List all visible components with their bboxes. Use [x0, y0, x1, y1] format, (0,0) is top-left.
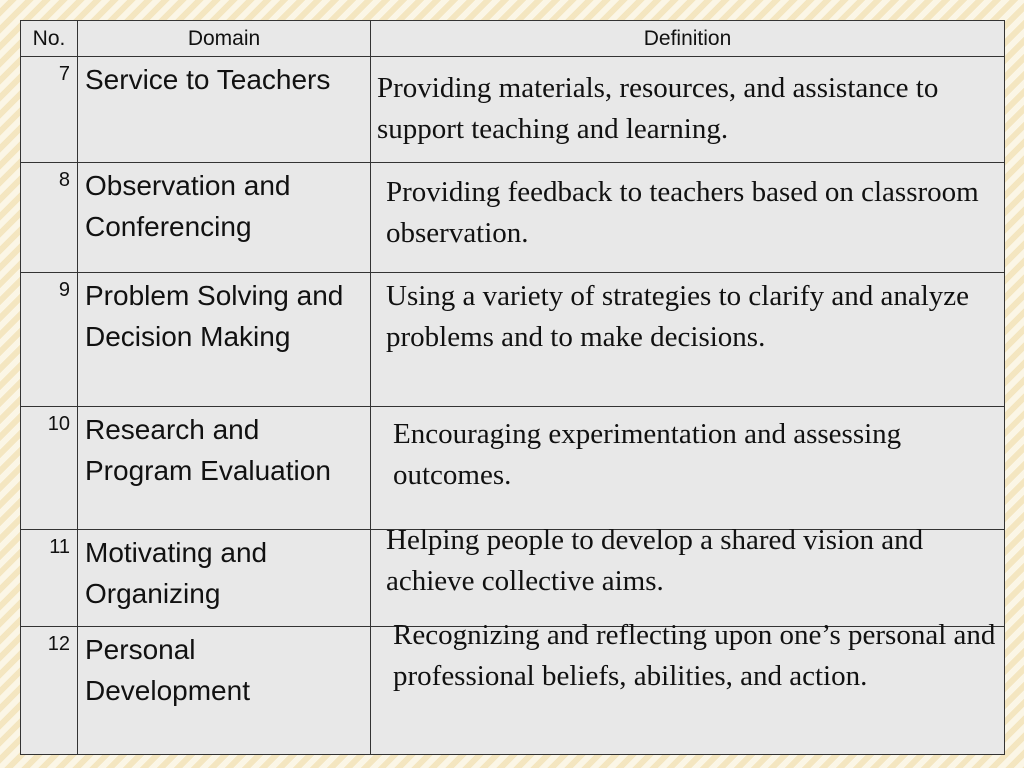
table-row [21, 407, 1005, 530]
definition-text: Encouraging experimentation and assessing outcomes. [393, 418, 902, 491]
definition-cell [371, 163, 1005, 273]
domain-cell: Problem Solving and Decision Making [78, 273, 371, 407]
definition-text: Providing materials, resources, and assistance to support teaching and learning. [377, 72, 939, 145]
row-number: 9 [21, 273, 78, 407]
row-number: 7 [21, 57, 78, 163]
row-number: 12 [21, 627, 78, 755]
definition-cell [371, 524, 1005, 627]
domains-table [20, 20, 1005, 755]
domain-cell: Observation and Conferencing [78, 163, 371, 273]
table-header-row [21, 21, 1005, 57]
definition-cell [371, 273, 1005, 407]
row-number: 8 [21, 163, 78, 273]
domain-cell: Personal Development [78, 627, 371, 755]
row-number: 10 [21, 407, 78, 530]
definition-cell [371, 57, 1005, 163]
header-domain: Domain [78, 21, 371, 57]
header-no: No. [21, 21, 78, 57]
table-row [21, 273, 1005, 407]
definition-cell [371, 407, 1005, 530]
table-row [21, 530, 1005, 627]
definition-text: Providing feedback to teachers based on classroom observation. [386, 176, 979, 249]
row-number: 11 [21, 530, 78, 627]
table-row [21, 627, 1005, 755]
domain-cell: Motivating and Organizing [78, 530, 371, 627]
definition-text: Recognizing and reflecting upon one’s personal and professional beliefs, abilities, and action. [393, 619, 996, 692]
domain-cell: Service to Teachers [78, 57, 371, 163]
definition-cell [371, 619, 1005, 755]
domain-cell: Research and Program Evaluation [78, 407, 371, 530]
definition-text: Using a variety of strategies to clarify and analyze problems and to make decisions. [386, 280, 969, 353]
table-row [21, 57, 1005, 163]
table-row [21, 163, 1005, 273]
header-definition: Definition [371, 21, 1005, 57]
definition-text: Helping people to develop a shared vision and achieve collective aims. [386, 524, 924, 597]
